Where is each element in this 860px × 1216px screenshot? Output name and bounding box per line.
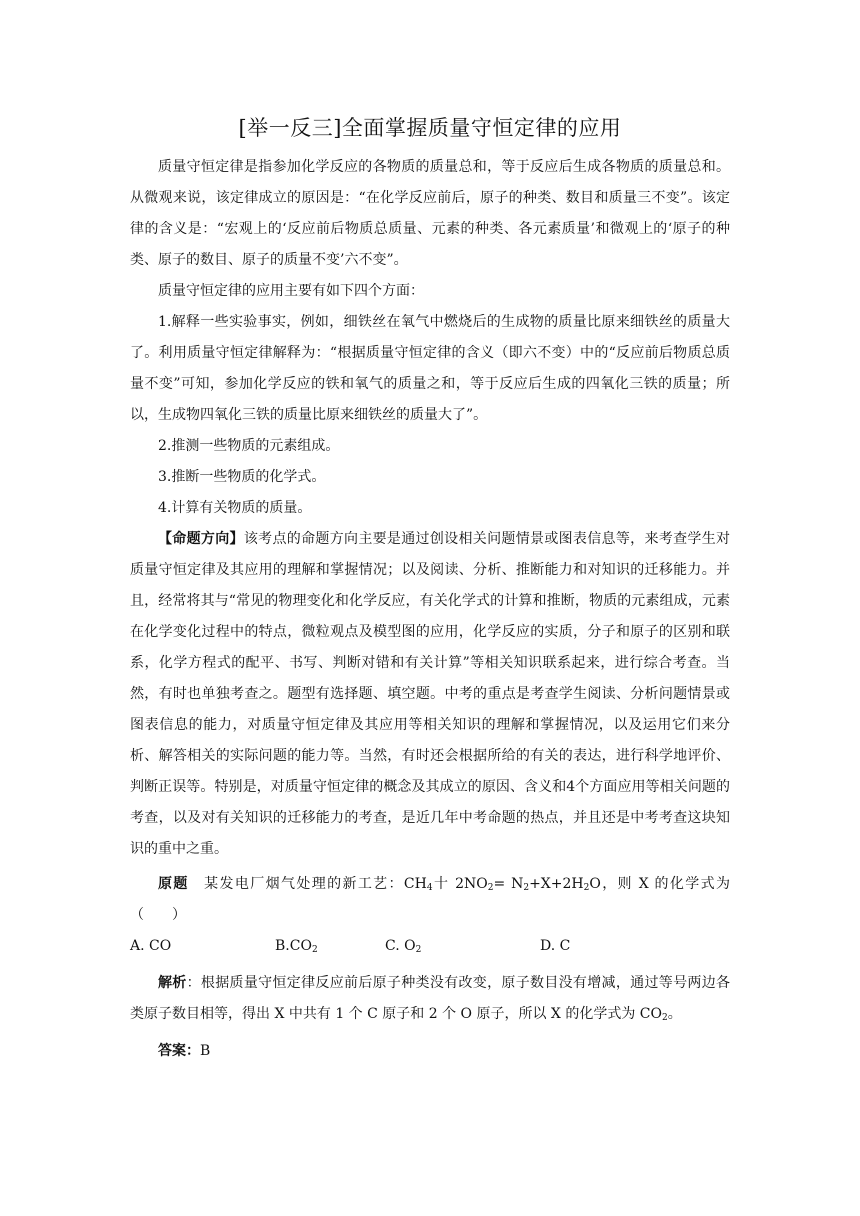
application-item-2: 2.推测一些物质的元素组成。 <box>158 438 340 454</box>
page-title: [举一反三]全面掌握质量守恒定律的应用 <box>238 116 622 140</box>
intro-paragraph: 质量守恒定律是指参加化学反应的各物质的质量总和，等于反应后生成各物质的质量总和。从微观来说，该定律成立的原因是：“在化学反应前后，原子的种类、数目和质量三不变”。该定律的含义是：“宏观上的‘反应前后物质总质量、元素的种类、各元素质量’和微观上的‘原子的种类、原子的数目、原子的质量不变’六不变”。 <box>130 159 730 268</box>
answer-options <box>130 931 730 962</box>
direction-text: 该考点的命题方向主要是通过创设相关问题情景或图表信息等，来考查学生对质量守恒定律及其应用的理解和掌握情况；以及阅读、分析、推断能力和对知识的迁移能力。并且，经常将其与“常见的物理变化和化学反应，有关化学式的计算和推断，物质的元素组成，元素在化学变化过程中的特点，微粒观点及模型图的应用，化学反应的实质，分子和原子的区别和联系，化学方程式的配平、书写、判断对错和有关计算”等相关知识联系起来，进行综合考查。当然，有时也单独考查之。题型有选择题、填空题。中考的重点是考查学生阅读、分析问题情景或图表信息的能力，对质量守恒定律及其应用等相关知识的理解和掌握情况，以及运用它们来分析、解答相关的实际问题的能力等。当然，有时还会根据所给的有关的表达，进行科学地评价、判断正误等。特别是，对质量守恒定律的概念及其成立的原因、含义和4个方面应用等相关问题的考查，以及对有关知识的迁移能力的考查，是近几年中考命题的热点，并且还是中考考查这块知识的重中之重。 <box>130 531 731 857</box>
direction-label: 【命题方向】 <box>158 531 244 547</box>
subscript: 2 <box>311 945 318 955</box>
analysis-paragraph <box>130 968 730 1030</box>
analysis-text: 。 <box>667 1006 682 1022</box>
option-c-text: C. O <box>385 938 416 954</box>
answer-paragraph <box>130 1036 730 1067</box>
question-stem <box>130 869 730 931</box>
subscript: 4 <box>426 883 433 893</box>
option-b-text: B.CO <box>275 938 312 954</box>
subscript: 2 <box>661 1013 668 1023</box>
question-text: 某发电厂烟气处理的新工艺：CH <box>204 876 427 892</box>
question-text: = N <box>493 876 524 892</box>
application-item-1: 1.解释一些实验事实，例如，细铁丝在氧气中燃烧后的生成物的质量比原来细铁丝的质量大了。利用质量守恒定律解释为：“根据质量守恒定律的含义（即六不变）中的“反应前后物质总质量不变”可知，参加化学反应的铁和氧气的质量之和，等于反应后生成的四氧化三铁的质量；所以，生成物四氧化三铁的质量比原来细铁丝的质量大了”。 <box>130 314 730 423</box>
analysis-text: ：根据质量守恒定律反应前后原子种类没有改变，原子数目没有增减，通过等号两边各类原子数目相等，得出 X 中共有 1 个 C 原子和 2 个 O 原子，所以 X 的化学式为 CO <box>130 975 731 1022</box>
subscript: 2 <box>487 883 494 893</box>
subscript: 2 <box>583 883 590 893</box>
option-b <box>275 931 385 962</box>
option-c <box>385 931 540 962</box>
question-label: 原题 <box>158 876 189 892</box>
subscript: 2 <box>523 883 530 893</box>
option-a: A. CO <box>130 938 172 954</box>
question-text: +X+2H <box>529 876 584 892</box>
applications-intro: 质量守恒定律的应用主要有如下四个方面： <box>158 283 424 299</box>
direction-paragraph <box>130 524 730 865</box>
answer-value: B <box>200 1043 211 1059</box>
subscript: 2 <box>415 945 422 955</box>
answer-label: 答案： <box>158 1043 200 1059</box>
question-text: 十 2NO <box>432 876 488 892</box>
analysis-label: 解析 <box>158 975 187 991</box>
option-d: D. C <box>540 938 571 954</box>
application-item-4: 4.计算有关物质的质量。 <box>158 500 312 516</box>
question-text: O，则 X 的化学式为（ ） <box>130 876 731 923</box>
application-item-3: 3.推断一些物质的化学式。 <box>158 469 326 485</box>
